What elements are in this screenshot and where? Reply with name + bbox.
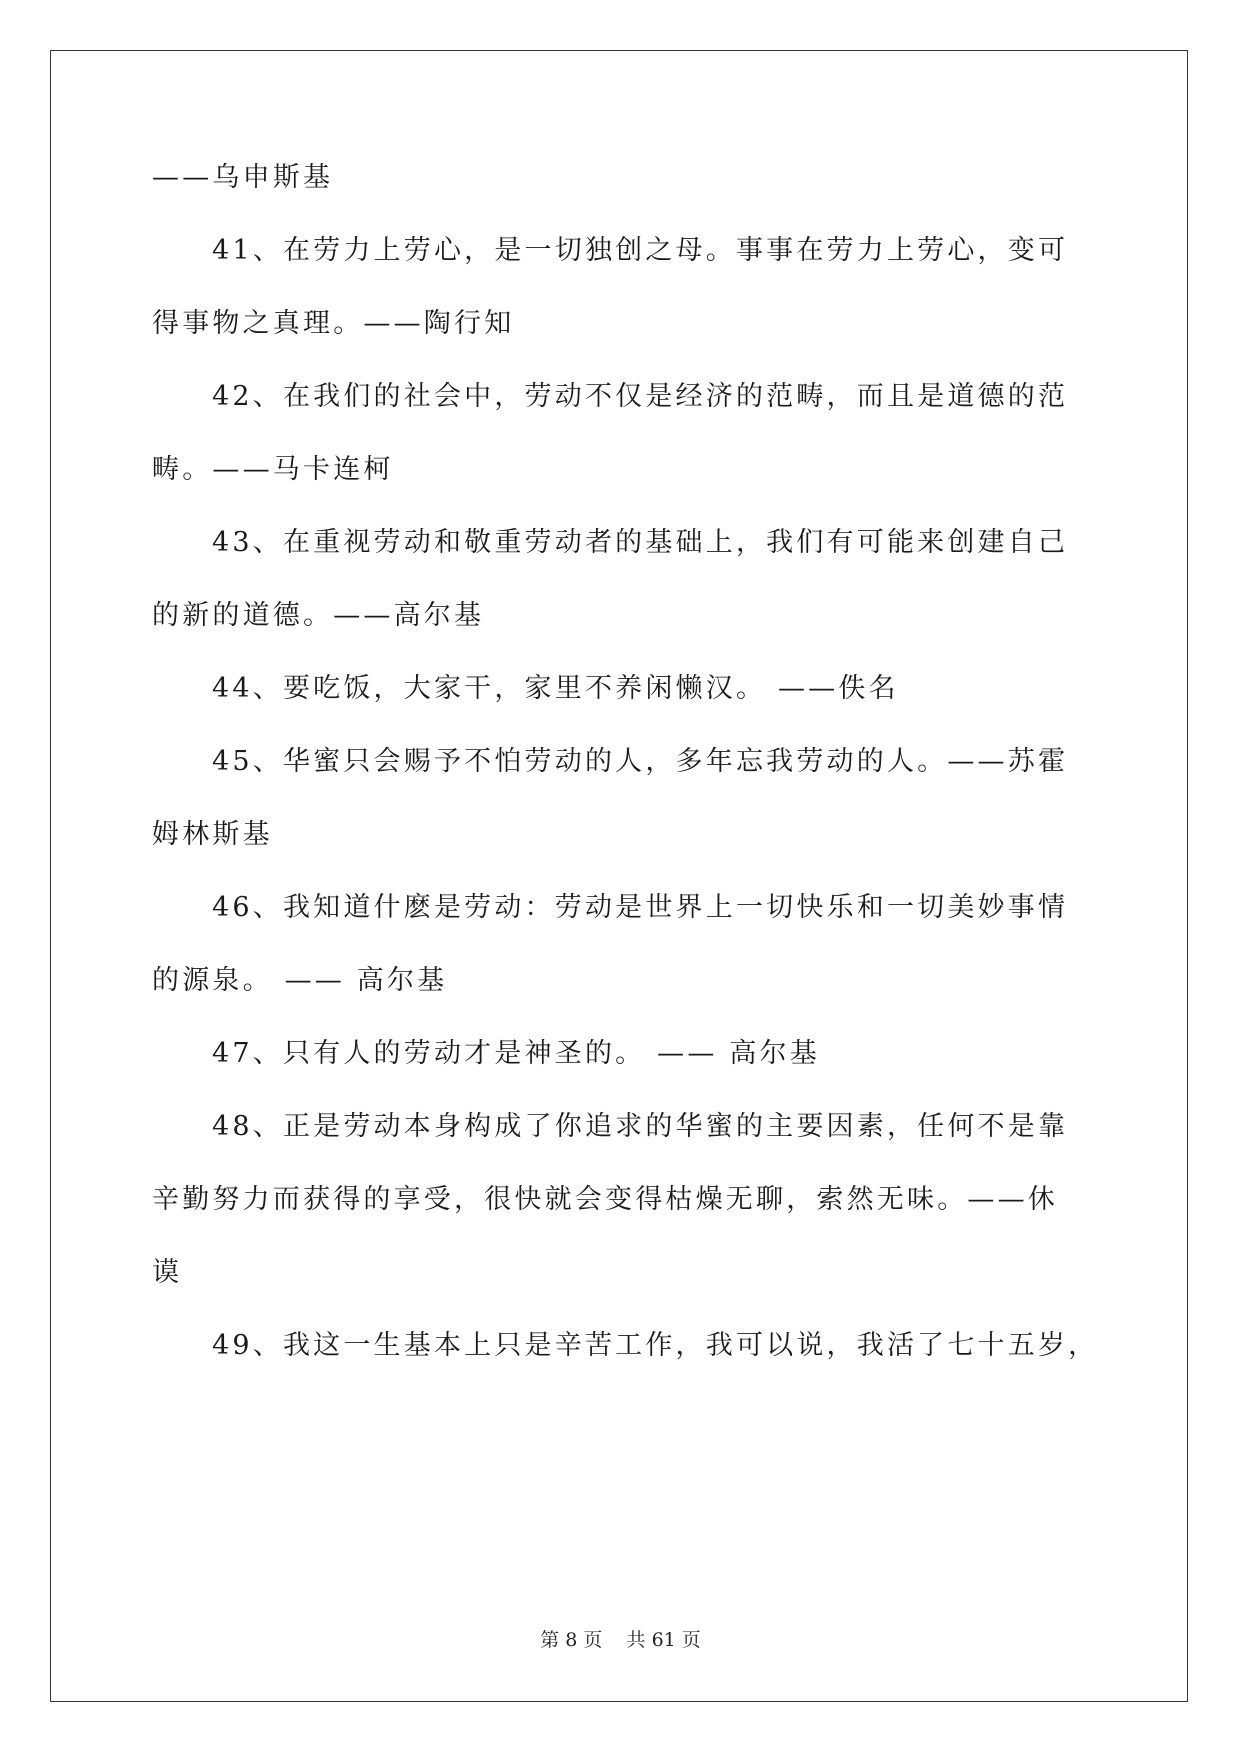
text-line: 44、要吃饭，大家干，家里不养闲懒汉。 ——佚名	[212, 673, 899, 704]
text-line: 42、在我们的社会中，劳动不仅是经济的范畴，而且是道德的范	[212, 381, 1069, 412]
text-line: 谟	[152, 1257, 183, 1288]
text-line: 47、只有人的劳动才是神圣的。 —— 高尔基	[212, 1038, 820, 1069]
text-line: 畴。——马卡连柯	[152, 454, 394, 485]
text-line: 49、我这一生基本上只是辛苦工作，我可以说，我活了七十五岁，	[212, 1330, 1099, 1361]
text-line: 41、在劳力上劳心，是一切独创之母。事事在劳力上劳心，变可	[212, 235, 1069, 266]
text-line: 43、在重视劳动和敬重劳动者的基础上，我们有可能来创建自己	[212, 527, 1069, 558]
total-pages: 共 61 页	[626, 1629, 701, 1651]
text-line: 的源泉。 —— 高尔基	[152, 965, 448, 996]
page-footer	[0, 1628, 1241, 1652]
text-line: 46、我知道什麽是劳动：劳动是世界上一切快乐和一切美妙事情	[212, 892, 1069, 923]
text-line: 姆林斯基	[152, 819, 273, 850]
text-line: 得事物之真理。——陶行知	[152, 308, 515, 339]
page-number: 第 8 页	[540, 1629, 603, 1651]
text-line: 45、华蜜只会赐予不怕劳动的人，多年忘我劳动的人。——苏霍	[212, 746, 1069, 777]
page-border	[50, 50, 1188, 1702]
text-line: ——乌申斯基	[152, 162, 334, 193]
text-line: 辛勤努力而获得的享受，很快就会变得枯燥无聊，索然无味。——休	[152, 1184, 1058, 1215]
text-line: 48、正是劳动本身构成了你追求的华蜜的主要因素，任何不是靠	[212, 1111, 1069, 1142]
text-line: 的新的道德。——高尔基	[152, 600, 485, 631]
